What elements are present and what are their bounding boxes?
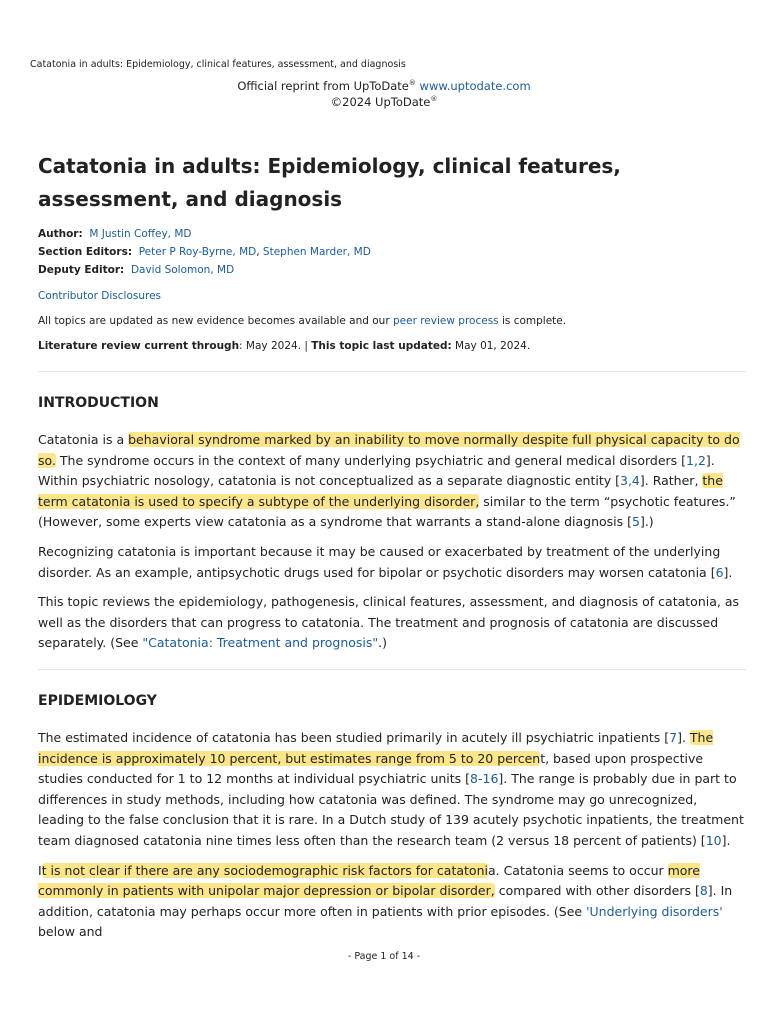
last-updated-value: May 01, 2024.	[451, 340, 531, 352]
reference-link[interactable]: 10	[705, 832, 722, 848]
lit-review-value: : May 2024. |	[239, 340, 312, 352]
update-notice	[38, 313, 746, 329]
page-number: - Page 1 of 14 -	[347, 951, 421, 962]
author-row	[38, 225, 746, 243]
article-title: Catatonia in adults: Epidemiology, clinical features, assessment, and diagnosis	[38, 154, 621, 211]
disclosures-row	[38, 287, 746, 305]
section-link[interactable]: 'Underlying disorders'	[586, 903, 723, 919]
section-heading-introduction: INTRODUCTION	[38, 395, 159, 411]
uptodate-link[interactable]: www.uptodate.com	[419, 79, 531, 93]
article	[38, 150, 746, 943]
highlight: more commonly in patients with unipolar major depression or bipolar disorder,	[38, 862, 700, 899]
deputy-editor-label: Deputy Editor:	[38, 264, 125, 276]
section-editor-link[interactable]: Stephen Marder, MD	[262, 246, 371, 258]
reference-link[interactable]: 5	[632, 514, 640, 530]
reprint-line	[0, 78, 768, 94]
section-editors-row	[38, 243, 746, 261]
highlight: t is not clear if there are any sociodemographic risk factors for catatoni	[41, 862, 488, 878]
lit-review-label: Literature review current through	[38, 340, 240, 352]
highlight: the term catatonia is used to specify a subtype of the underlying disorder,	[38, 473, 723, 509]
last-updated-label: This topic last updated:	[311, 340, 452, 352]
editor-separator: ,	[256, 246, 263, 258]
highlight: The incidence is approximately 10 percent, but estimates range from 5 to 20 percen	[38, 729, 714, 766]
reference-link[interactable]: 6	[715, 564, 724, 580]
section-divider	[38, 669, 746, 670]
reference-link[interactable]: 1,2	[686, 452, 706, 468]
reference-link[interactable]: 7	[669, 729, 678, 745]
registered-mark: ®	[430, 95, 438, 104]
registered-mark: ®	[408, 79, 416, 88]
intro-paragraph-2: Recognizing catatonia is important because it may be caused or exacerbated by treatment of the underlying disorder. As an example, antipsychotic drugs used for bipolar or psychotic disorders may worsen catatonia [6].	[38, 543, 733, 580]
copyright-line	[0, 94, 768, 110]
running-header-title: Catatonia in adults: Epidemiology, clinical features, assessment, and diagnosis	[30, 59, 406, 70]
author-link[interactable]: M Justin Coffey, MD	[89, 228, 192, 240]
peer-review-link[interactable]: peer review process	[392, 315, 499, 327]
update-text: All topics are updated as new evidence becomes available and our	[38, 315, 393, 327]
review-dates	[38, 338, 746, 354]
reference-link[interactable]: 3,4	[620, 473, 640, 489]
reprint-prefix: Official reprint from UpToDate	[237, 79, 409, 93]
intro-paragraph-1: Catatonia is a behavioral syndrome marked by an inability to move normally despite full physical capacity to do so. The syndrome occurs in the context of many underlying psychiatric and general medical disorders [1,2]. Within psychiatric nosology, catatonia is not conceptualized as a separate diagnostic entity [3,4]. Rather, the term catatonia is used to specify a subtype of the underlying disorder, similar to the term “psychotic features.” (However, some experts view catatonia as a syndrome that warrants a stand-alone diagnosis [5].)	[38, 432, 740, 530]
section-divider	[38, 371, 746, 372]
authorship	[38, 225, 746, 279]
contributor-disclosures-link[interactable]: Contributor Disclosures	[38, 290, 162, 302]
copyright-text: ©2024 UpToDate	[330, 95, 431, 109]
deputy-editor-link[interactable]: David Solomon, MD	[130, 264, 235, 276]
reprint-notice	[0, 78, 768, 110]
author-label: Author:	[38, 228, 83, 240]
update-text: is complete.	[498, 315, 567, 327]
reference-link[interactable]: 8-16	[470, 771, 499, 787]
intro-paragraph-3: This topic reviews the epidemiology, pathogenesis, clinical features, assessment, and diagnosis of catatonia, as well as the disorders that can progress to catatonia. The treatment and prognosis of catatonia are discussed separately. (See "Catatonia: Treatment and prognosis".)	[38, 594, 739, 651]
section-editors-label: Section Editors:	[38, 246, 133, 258]
topic-link[interactable]: "Catatonia: Treatment and prognosis"	[142, 635, 379, 651]
epi-paragraph-1: The estimated incidence of catatonia has been studied primarily in acutely ill psychiatric inpatients [7]. The incidence is approximately 10 percent, but estimates range from 5 to 20 percent, based upon prospective studies conducted for 1 to 12 months at individual psychiatric units [8-16]. The range is probably due in part to differences in study methods, including how catatonia was defined. The syndrome may go unrecognized, leading to the false conclusion that it is rare. In a Dutch study of 139 acutely psychotic inpatients, the treatment team diagnosed catatonia nine times less often than the research team (2 versus 18 percent of patients) [10].	[38, 729, 744, 848]
section-editor-link[interactable]: Peter P Roy-Byrne, MD	[138, 246, 257, 258]
highlight: behavioral syndrome marked by an inability to move normally despite full physical capacity to do so.	[38, 432, 740, 468]
reference-link[interactable]: 8	[699, 883, 708, 899]
section-heading-epidemiology: EPIDEMIOLOGY	[38, 692, 157, 709]
epi-paragraph-2: It is not clear if there are any sociodemographic risk factors for catatonia. Catatonia seems to occur more commonly in patients with unipolar major depression or bipolar disorder, compared with other disorders [8]. In addition, catatonia may perhaps occur more often in patients with prior episodes. (See 'Underlying disorders' below and	[38, 862, 733, 940]
deputy-editor-row	[38, 261, 746, 279]
